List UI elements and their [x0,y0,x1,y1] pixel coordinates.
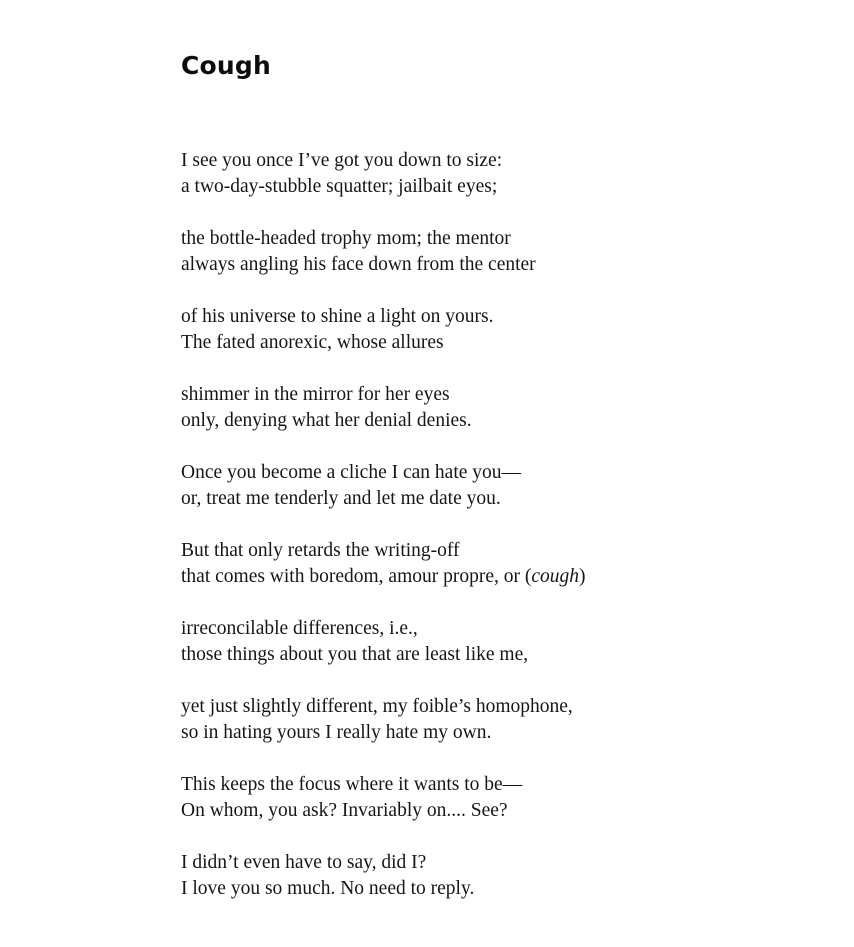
poem-line: I see you once I’ve got you down to size: [181,150,503,171]
poem-line: shimmer in the mirror for her eyes [181,384,450,405]
poem-line: This keeps the focus where it wants to be— [181,774,523,795]
stanza [181,850,781,902]
poem-line: But that only retards the writing-off [181,540,460,561]
poem-title: Cough [181,51,272,80]
poem-line: The fated anorexic, whose allures [181,332,444,353]
stanza [181,460,781,512]
poem-line: a two-day-stubble squatter; jailbait eyes; [181,176,498,197]
poem-line: of his universe to shine a light on yours. [181,306,494,327]
line-text-after: ) [579,566,586,587]
italic-word: cough [531,566,580,587]
stanza [181,538,781,590]
poem-line: or, treat me tenderly and let me date you. [181,488,501,509]
poem-line: always angling his face down from the center [181,254,536,275]
stanza [181,148,781,200]
poem-line-with-italic [181,564,781,590]
poem-line: those things about you that are least like me, [181,644,529,665]
poem-line: Once you become a cliche I can hate you— [181,462,522,483]
poem-line: yet just slightly different, my foible’s homophone, [181,696,573,717]
poem-line: so in hating yours I really hate my own. [181,722,492,743]
stanza [181,304,781,356]
poem-line: only, denying what her denial denies. [181,410,472,431]
poem-body [181,148,781,928]
poem-line: On whom, you ask? Invariably on.... See? [181,800,508,821]
poem-line: irreconcilable differences, i.e., [181,618,418,639]
stanza [181,694,781,746]
line-text-before: that comes with boredom, amour propre, or ( [181,566,532,587]
stanza [181,382,781,434]
poem-line: I love you so much. No need to reply. [181,878,475,899]
stanza [181,616,781,668]
stanza [181,226,781,278]
poem-line: I didn’t even have to say, did I? [181,852,427,873]
poem-line: the bottle-headed trophy mom; the mentor [181,228,511,249]
stanza [181,772,781,824]
